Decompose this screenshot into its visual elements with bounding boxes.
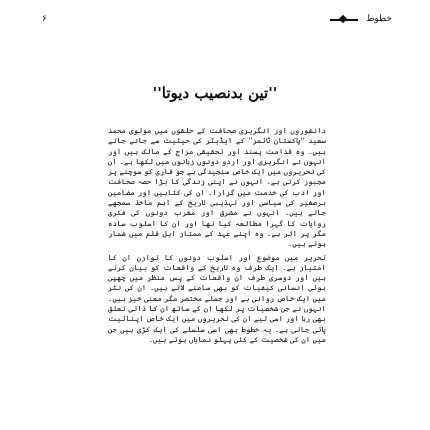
chapter-title: ''تین بدنصیب دیوتا'': [152, 84, 278, 102]
paragraph-1: دانشوروں اور انگریزی صحافت کے حلقوں میں مولوی محمد سعید ''پاکستان ٹائمز'' کے ایڈیٹر کی حیثیت سے جانے جاتے ہیں۔ وہ قدامت پسند اور تحقیقی مزاج کے مالک ہیں اور انہوں نے انگریزی اور اردو دونوں زبانوں میں لکھا ہے۔ ان کی تحریروں میں ایک خاص سنجیدگی ہے جو قاری کو سوچنے پر مجبور کرتی ہے۔ انہوں نے اپنی زندگی کا بڑا حصہ صحافت اور ادب کی خدمت میں گزارا۔ ان کی کتابیں اور مضامین برصغیر کی سیاسی اور تہذیبی تاریخ کے اہم ماخذ سمجھے جاتے ہیں۔ انہوں نے مشرق اور مغرب دونوں کی فکری روایات کا گہرا مطالعہ کیا تھا اور ان کا اسلوب سادہ مگر پر اثر ہے۔ وہ اپنے عہد کے ممتاز اہل قلم میں شمار ہوتے ہیں۔: [108, 126, 326, 249]
page-number: ۶: [42, 14, 47, 24]
paragraph-2: تحریر میں موضوع اور اسلوب دونوں کا توازن ان کا امتیاز ہے۔ ایک طرف وہ تاریخ کے واقعات کو بیان کرتے ہیں اور دوسری طرف ان واقعات کے پس منظر میں چھپی ہوئی انسانی کیفیات کو بھی سامنے لاتے ہیں۔ ان کی نثر میں ایک خاص روانی ہے اور جملے مختصر مگر معنی خیز ہیں۔ انہوں نے جن شخصیات پر لکھا ان کے ساتھ ان کا ذاتی تعلق بھی رہا اور اسی لیے ان کی تحریروں میں ایک خاص اپنائیت پائی جاتی ہے۔ یہ خطوط بھی اسی سلسلے کی ایک کڑی ہیں جن میں ان کی شخصیت کے کئی پہلو نمایاں ہوتے ہیں۔: [108, 252, 326, 344]
page-header: [36, 14, 394, 28]
body-text: [108, 126, 326, 345]
running-title: خطوط: [366, 14, 392, 24]
header-ornament-icon: [330, 19, 358, 21]
